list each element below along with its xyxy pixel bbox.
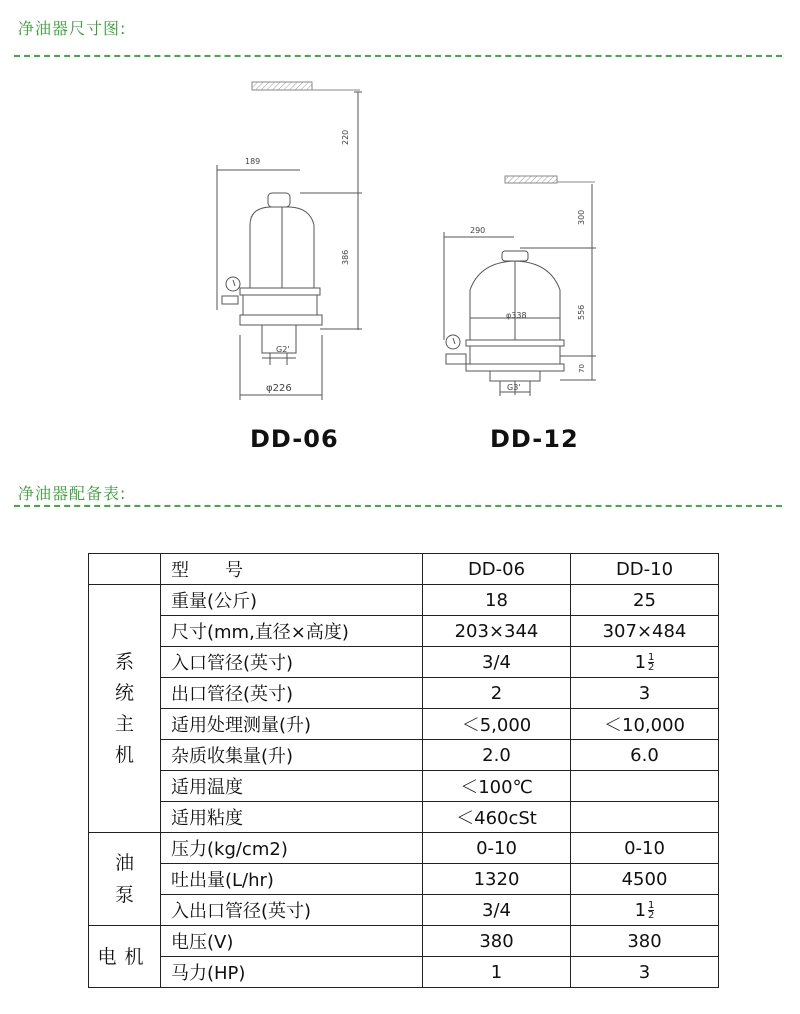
table-section-title: 净油器配备表: — [18, 484, 127, 503]
group-motor-cell: 电机 — [89, 926, 161, 988]
param-cell: 适用处理测量(升) — [161, 709, 423, 740]
value-cell: 0-10 — [423, 833, 571, 864]
value-cell: 380 — [423, 926, 571, 957]
param-cell: 压力(kg/cm2) — [161, 833, 423, 864]
table-row — [89, 957, 719, 988]
table-row — [89, 864, 719, 895]
table-row — [89, 926, 719, 957]
value-cell: 3/4 — [423, 895, 571, 926]
param-cell: 适用粘度 — [161, 802, 423, 833]
value-cell: 203×344 — [423, 616, 571, 647]
dd12-dim-height: 556 — [577, 304, 586, 320]
value-cell — [571, 802, 719, 833]
value-cell: ＜5,000 — [423, 709, 571, 740]
value-cell-fraction: 1 $\frac{1}{2}$ — [571, 647, 719, 678]
value-cell: 3 — [571, 678, 719, 709]
param-cell: 适用温度 — [161, 771, 423, 802]
dd12-dim-base-height: 70 — [578, 364, 586, 373]
value-cell: 0-10 — [571, 833, 719, 864]
dd06-dim-height: 386 — [341, 249, 350, 265]
header-col2-cell: DD-10 — [571, 554, 719, 585]
dd12-drawing — [444, 176, 596, 396]
header-model-cell: 型 号 — [161, 554, 423, 585]
header-col1-cell: DD-06 — [423, 554, 571, 585]
dd06-dim-base: φ226 — [266, 383, 292, 394]
table-row — [89, 771, 719, 802]
section-divider — [14, 505, 782, 507]
value-cell: 2 — [423, 678, 571, 709]
value-cell: 4500 — [571, 864, 719, 895]
param-cell: 重量(公斤) — [161, 585, 423, 616]
value-cell: 1 — [423, 957, 571, 988]
dd06-dim-port: G2' — [276, 345, 290, 354]
header-empty-cell — [89, 554, 161, 585]
group-pump-cell: 油泵 — [89, 833, 161, 926]
spec-table — [88, 553, 719, 988]
param-cell: 杂质收集量(升) — [161, 740, 423, 771]
table-row — [89, 585, 719, 616]
dd12-dim-width: 290 — [470, 226, 486, 235]
param-cell: 入出口管径(英寸) — [161, 895, 423, 926]
value-cell-fraction: 1 $\frac{1}{2}$ — [571, 895, 719, 926]
value-cell: 6.0 — [571, 740, 719, 771]
table-row — [89, 802, 719, 833]
value-cell: 380 — [571, 926, 719, 957]
table-header-row — [89, 554, 719, 585]
table-row — [89, 740, 719, 771]
param-cell: 入口管径(英寸) — [161, 647, 423, 678]
dimensions-section-title: 净油器尺寸图: — [18, 19, 127, 38]
table-row — [89, 895, 719, 926]
table-row — [89, 647, 719, 678]
group-main-cell: 系统主机 — [89, 585, 161, 833]
value-cell: 18 — [423, 585, 571, 616]
value-cell: 3/4 — [423, 647, 571, 678]
dd12-model-label: DD-12 — [490, 425, 579, 453]
value-cell: 3 — [571, 957, 719, 988]
value-cell: 2.0 — [423, 740, 571, 771]
dd06-dim-top: 220 — [341, 129, 350, 145]
dd06-model-label: DD-06 — [250, 425, 339, 453]
value-cell: 25 — [571, 585, 719, 616]
value-cell: ＜100℃ — [423, 771, 571, 802]
dd12-dim-diameter: φ338 — [506, 311, 527, 320]
value-cell: 1320 — [423, 864, 571, 895]
dd12-dim-top: 300 — [577, 209, 586, 225]
param-cell: 电压(V) — [161, 926, 423, 957]
value-cell: 307×484 — [571, 616, 719, 647]
table-row — [89, 678, 719, 709]
value-cell: ＜10,000 — [571, 709, 719, 740]
table-row — [89, 616, 719, 647]
dd06-drawing — [217, 82, 362, 400]
dd12-dim-port: G3' — [507, 383, 521, 392]
param-cell: 尺寸(mm,直径×高度) — [161, 616, 423, 647]
param-cell: 吐出量(L/hr) — [161, 864, 423, 895]
dd06-dim-width: 189 — [245, 157, 261, 166]
param-cell: 出口管径(英寸) — [161, 678, 423, 709]
value-cell: ＜460cSt — [423, 802, 571, 833]
table-row — [89, 709, 719, 740]
param-cell: 马力(HP) — [161, 957, 423, 988]
value-cell — [571, 771, 719, 802]
dimension-drawings — [0, 0, 800, 420]
table-row — [89, 833, 719, 864]
